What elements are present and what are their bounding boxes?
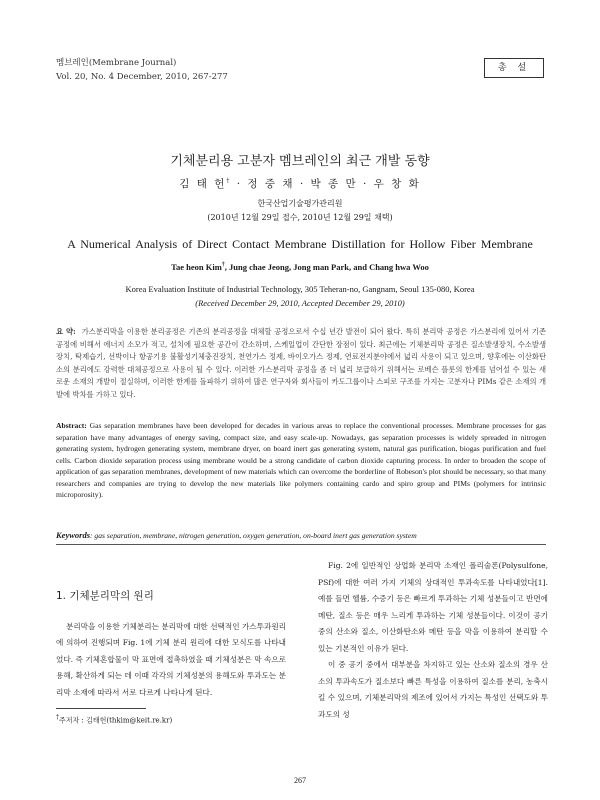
korean-authors: [0, 176, 600, 191]
korean-dates: (2010년 12월 29일 접수, 2010년 12월 29일 채택): [207, 213, 393, 222]
page-number: 267: [294, 776, 306, 785]
footnote-divider: [56, 708, 146, 709]
footnote: [56, 714, 172, 725]
keywords-text: : gas separation, membrane, nitrogen generation, oxygen generation, on-board inert gas generation system: [90, 531, 417, 540]
keywords: [56, 530, 546, 541]
korean-title: 기체분리용 고분자 멤브레인의 최근 개발 동향: [170, 154, 430, 169]
korean-author-first: 김 태 헌: [179, 178, 227, 190]
right-paragraph-2: 이 중 공기 중에서 대부분을 차지하고 있는 산소와 질소의 경우 산소의 투과속도가 질소보다 빠른 특성을 이용하여 질소를 분리, 농축시킬 수 있으며, 기체분리막의 제조에 있어서 가지는 특성인 선택도와 투과도의 성: [318, 660, 548, 719]
right-column: [318, 558, 548, 723]
left-column: [56, 588, 286, 701]
corresponding-mark: †: [226, 177, 232, 185]
article-type-badge: 총 설: [484, 58, 544, 78]
keywords-label: Keywords: [56, 530, 90, 540]
korean-abstract: [56, 326, 546, 401]
journal-header: [56, 56, 228, 84]
section-1-heading: 1. 기체분리막의 원리: [56, 590, 154, 602]
right-paragraph-1: Fig. 2에 일반적인 상업화 분리막 소재인 폴리술폰(Polysulfone, PSf)에 대한 여러 가지 기체의 상대적인 투과속도를 나타내었다[1]. 예를 들면 헬륨, 수증기 등은 빠르게 투과하는 기체 성분들이고 반면에 메탄, 질소 등은 매우 느리게 투과하는 기체 성분들이다. 이것이 공기 중의 산소와 질소, 이산화탄소와 메탄 등을 막을 이용하여 분리할 수 있는 기본적인 이유가 된다.: [318, 561, 548, 653]
english-abstract-label: Abstract:: [56, 421, 87, 430]
footnote-mark: †: [56, 714, 59, 721]
english-title: A Numerical Analysis of Direct Contact Membrane Distillation for Hollow Fiber Membrane: [67, 237, 533, 251]
english-author-first: Tae heon Kim: [171, 262, 222, 272]
footnote-text: 주저자 : 김태헌(thkim@keit.re.kr): [59, 716, 173, 725]
korean-abstract-label: 요 약:: [56, 327, 76, 336]
korean-affiliation: 한국산업기술평가관리원: [257, 199, 343, 208]
english-authors: [0, 262, 600, 272]
english-abstract: [56, 420, 546, 501]
english-author-rest: , Jung chae Jeong, Jong man Park, and Chang hwa Woo: [224, 262, 429, 272]
english-abstract-text: Gas separation membranes have been developed for decades in various areas to replace the conventional processes. Membrane processes for gas separation have many advantages of energy saving, compact size, and easy scale-up. Nowadays, gas separation processes is widely spreaded in nitrogen generating system, hydrogen generating system, membrane dryer, on board inert gas generating system, natural gas purification, biogas purification and fuel cells. Carbon dioxide separation process using membrane would be a strong candidate of carbon dioxide capturing process. In order to broaden the scope of application of gas separation membranes, development of new materials which can overcome the borderline of Robeson's plot should be necessary, so that many researchers and companies are trying to develop the new materials like polymers containing cardo and spiro group and PIMs (polymers for intrinsic microporosity).: [56, 421, 547, 499]
section-1-paragraph: 분리막을 이용한 기체분리는 분리막에 대한 선택적인 가스투과원리에 의하여 진행되며 Fig. 1에 기체 분리 원리에 대한 모식도를 나타내었다. 즉 기체혼합물이 막 표면에 접촉하였을 때 기체성분은 막 속으로 용해, 확산하게 되는 데 이때 각각의 기체성분의 용해도와 투과도는 분리막 소재에 따라서 서로 다르게 나타나게 된다.: [56, 621, 286, 697]
korean-author-rest: · 정 중 채 · 박 종 만 · 우 창 화: [231, 178, 421, 190]
journal-issue: Vol. 20, No. 4 December, 2010, 267-277: [56, 72, 228, 82]
english-corresponding-mark: †: [221, 262, 225, 269]
journal-name: 멤브레인(Membrane Journal): [56, 58, 177, 68]
english-affiliation: Korea Evaluation Institute of Industrial Technology, 305 Teheran-no, Gangnam, Seoul 135-080, Korea: [125, 284, 475, 294]
keywords-divider: [56, 544, 546, 545]
korean-abstract-text: 가스분리막을 이용한 분리공정은 기존의 분리공정을 대체할 공정으로서 수십 년간 발전이 되어 왔다. 특히 분리막 공정은 가스분리에 있어서 기존공정에 비해서 에너지 소모가 적고, 설치에 필요한 공간이 간소하며, 스케일업이 간단한 장점이 있다. 최근에는 기체분리막 공정은 질소발생장치, 수소발생장치, 탁제습기, 선박이나 항공기용 불활성기체충진장치, 천연가스 정제, 바이오가스 정제, 연료전지분야에서 넓리 사용이 되고 있으며, 향후에는 이산화탄소의 분리에도 강력한 대체공정으로 사용이 될 수 있다. 이러한 가스분리막 공정을 좀 더 넓리 보급하기 위해서는 로베슨 플롯의 한계를 넘어설 수 있는 새로운 소재의 개발이 절실하며, 이러한 한계를 돌파하기 위하여 많은 연구자와 회사들이 카도그룹이나 스피로 구조를 가지는 고분자나 PIMs 같은 소재의 개발에 박차를 가하고 있다.: [56, 327, 546, 399]
english-dates: (Received December 29, 2010, Accepted December 29, 2010): [195, 298, 405, 308]
